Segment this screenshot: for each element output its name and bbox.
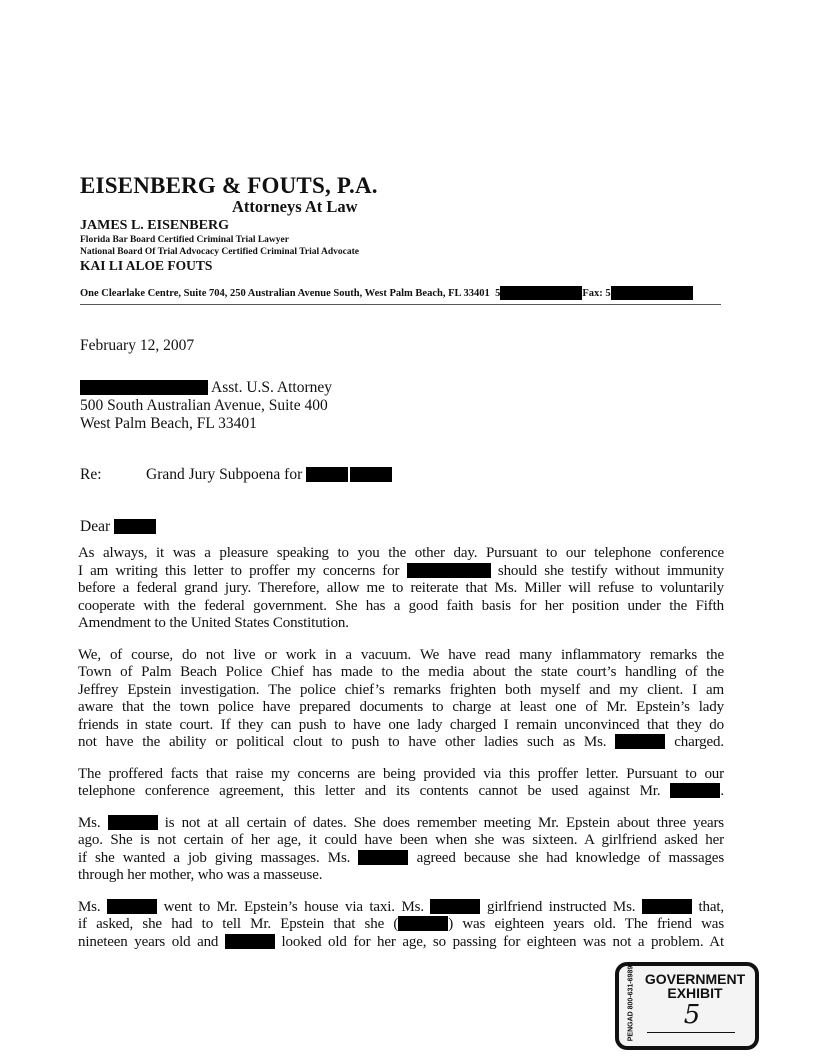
attorney-name-2: KAI LI ALOE FOUTS xyxy=(80,258,213,273)
recipient-street: 500 South Australian Avenue, Suite 400 xyxy=(80,397,328,414)
text-segment: should she testify without immunity xyxy=(490,562,725,579)
text-segment: agreed because she had knowledge of massages xyxy=(408,849,724,866)
stamp-vendor: PENGAD 800-631-6989 xyxy=(627,965,635,1042)
stamp-line-2: EXHIBIT xyxy=(667,985,723,1001)
re-line xyxy=(80,466,392,484)
text-segment: not have the ability or political clout to push to have other ladies such as Ms. xyxy=(78,734,616,750)
stamp-line-1: GOVERNMENT xyxy=(644,971,746,987)
redaction xyxy=(469,563,491,578)
redaction xyxy=(114,519,156,534)
paragraph xyxy=(78,899,724,952)
recipient-title: Asst. U.S. Attorney xyxy=(211,379,333,396)
paragraph xyxy=(78,647,724,752)
attorney-name-1: JAMES L. EISENBERG xyxy=(80,218,229,233)
text-segment: The proffered facts that raise my concerns are being provided via this proffer letter. Pursuant to our xyxy=(78,765,724,782)
re-label: Re: xyxy=(80,466,102,483)
text-segment: is not at all certain of dates. She does remember meeting Mr. Epstein about three years xyxy=(157,814,724,831)
redaction xyxy=(615,734,665,749)
redaction xyxy=(107,899,157,914)
text-segment: charged. xyxy=(665,734,724,750)
redaction xyxy=(430,899,480,914)
text-segment: through her mother, who was a masseuse. xyxy=(78,867,323,883)
text-segment: Jeffrey Epstein investigation. The police chief’s remarks frighten both myself and my client. I am xyxy=(78,681,724,698)
redaction xyxy=(670,783,720,798)
text-segment: I am writing this letter to proffer my concerns for xyxy=(78,562,407,579)
firm-address: One Clearlake Centre, Suite 704, 250 Australian Avenue South, West Palm Beach, FL 33401 xyxy=(80,287,490,299)
text-line xyxy=(78,682,724,700)
text-segment: aware that the town police have prepared documents to charge at least one of Mr. Epstein’s lady xyxy=(78,699,724,715)
redaction xyxy=(611,286,693,300)
text-segment: ) was eighteen years old. The friend was xyxy=(448,916,725,932)
text-line xyxy=(78,664,724,682)
text-segment: We, of course, do not live or work in a vacuum. We have read many inflammatory remarks the xyxy=(78,646,724,663)
text-segment: before a federal grand jury. Therefore, allow me to reiterate that Ms. Miller will refuse to voluntarily xyxy=(78,580,724,596)
letterhead-divider xyxy=(80,304,721,305)
text-line xyxy=(78,734,724,752)
fax-label: Fax: 5 xyxy=(582,287,611,299)
text-segment: Amendment to the United States Constitution. xyxy=(78,615,349,631)
firm-subtitle: Attorneys At Law xyxy=(232,197,358,216)
text-line xyxy=(78,867,724,885)
paragraph xyxy=(78,545,724,633)
attorney-credential-1: Florida Bar Board Certified Criminal Trial Lawyer xyxy=(80,235,289,245)
redaction xyxy=(306,467,348,482)
salutation-text: Dear xyxy=(80,518,114,535)
text-segment: telephone conference agreement, this letter and its contents cannot be used against Mr. xyxy=(78,783,671,799)
re-text: Grand Jury Subpoena for xyxy=(146,466,307,483)
government-exhibit-stamp xyxy=(615,962,759,1050)
text-segment: girlfriend instructed Ms. xyxy=(480,898,642,915)
letter-body xyxy=(78,545,724,965)
redaction xyxy=(407,563,469,578)
text-segment: As always, it was a pleasure speaking to you the other day. Pursuant to our telephone conference xyxy=(78,545,724,561)
text-line xyxy=(78,850,724,868)
phone-prefix: 5 xyxy=(495,287,501,299)
recipient-city: West Palm Beach, FL 33401 xyxy=(80,415,257,432)
text-line xyxy=(78,717,724,735)
text-segment: Town of Palm Beach Police Chief has made to the media about the state court’s handling of the xyxy=(78,664,724,680)
text-segment: friends in state court. If they can push to have one lady charged I remain unconvinced that they do xyxy=(78,716,724,733)
letter-date: February 12, 2007 xyxy=(80,337,195,354)
redaction xyxy=(642,899,692,914)
exhibit-number-underline xyxy=(647,1032,735,1033)
text-line xyxy=(78,647,724,665)
text-line xyxy=(78,899,724,917)
salutation xyxy=(80,518,156,536)
stamp-heading xyxy=(639,972,751,1000)
text-segment: nineteen years old and xyxy=(78,933,225,950)
text-segment: Ms. xyxy=(78,814,108,831)
text-segment: if asked, she had to tell Mr. Epstein that she ( xyxy=(78,916,399,932)
text-segment: cooperate with the federal government. She has a good faith basis for her position under the Fifth xyxy=(78,597,724,614)
paragraph xyxy=(78,766,724,801)
firm-address-line xyxy=(80,286,693,300)
text-line xyxy=(78,563,724,581)
text-line xyxy=(78,934,724,952)
redaction xyxy=(80,380,208,395)
recipient-block xyxy=(80,379,332,433)
text-line xyxy=(78,832,724,850)
redaction xyxy=(358,850,408,865)
redaction xyxy=(108,815,158,830)
text-segment: that, xyxy=(691,898,724,915)
text-line xyxy=(78,783,724,801)
paragraph xyxy=(78,815,724,885)
text-segment: . xyxy=(720,783,724,799)
exhibit-number: 5 xyxy=(683,1000,701,1030)
text-line xyxy=(78,916,724,934)
text-line xyxy=(78,766,724,784)
attorney-credential-2: National Board Of Trial Advocacy Certified Criminal Trial Advocate xyxy=(80,247,359,257)
text-segment: looked old for her age, so passing for eighteen was not a problem. At xyxy=(274,933,724,950)
text-segment: if she wanted a job giving massages. Ms. xyxy=(78,849,359,866)
firm-name: EISENBERG & FOUTS, P.A. xyxy=(80,173,378,198)
text-line xyxy=(78,615,724,633)
text-line xyxy=(78,545,724,563)
text-line xyxy=(78,699,724,717)
redaction xyxy=(225,934,275,949)
text-line xyxy=(78,815,724,833)
redaction xyxy=(398,916,448,931)
text-line xyxy=(78,598,724,616)
text-segment: Ms. xyxy=(78,898,108,915)
text-line xyxy=(78,580,724,598)
redaction xyxy=(350,467,392,482)
text-segment: went to Mr. Epstein’s house via taxi. Ms. xyxy=(157,898,431,915)
text-segment: ago. She is not certain of her age, it could have been when she was sixteen. A girlfriend asked her xyxy=(78,832,724,848)
redaction xyxy=(500,286,582,300)
